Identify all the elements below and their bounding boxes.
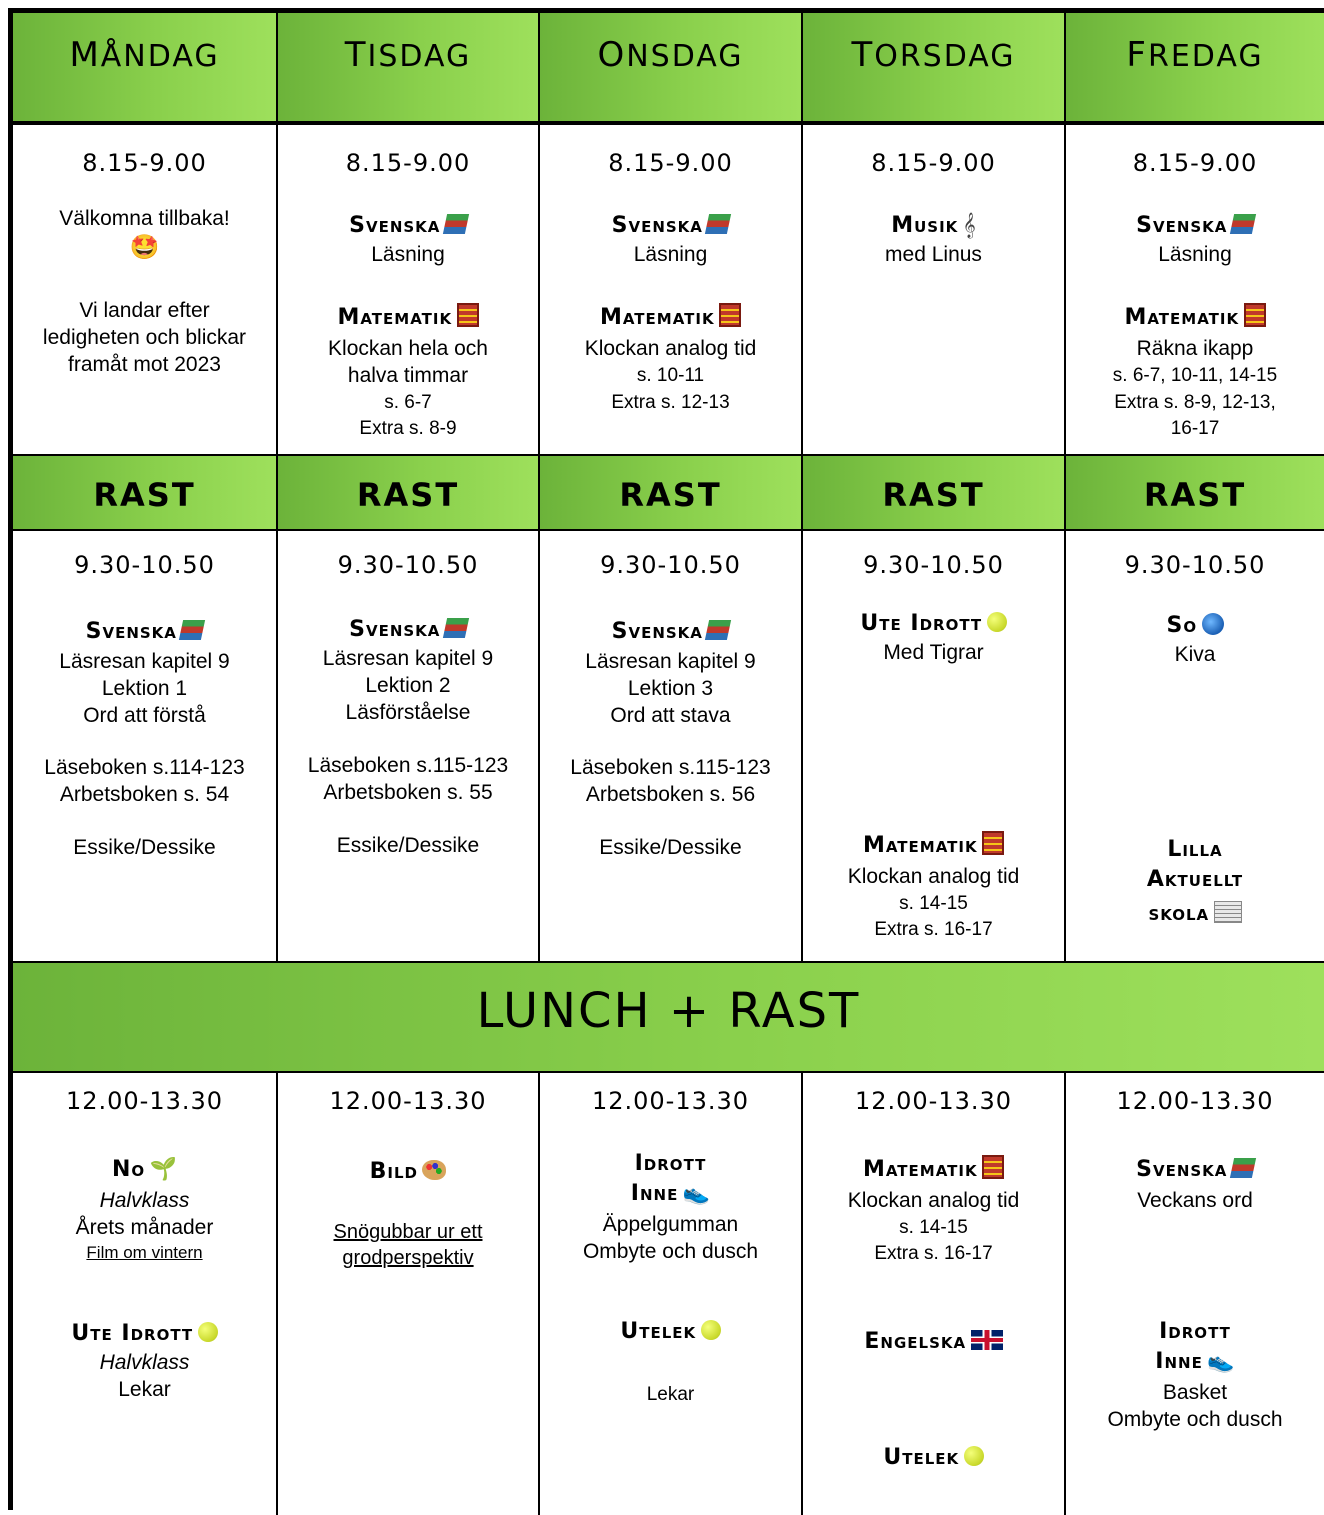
newspaper-icon	[1214, 901, 1242, 923]
lilla-aktuellt-line-2: Aktuellt	[1146, 867, 1244, 892]
line-1: Läsresan kapitel 9	[59, 650, 230, 673]
mon-mid	[13, 531, 278, 963]
subject-detail: Årets månader	[75, 1216, 214, 1239]
math-detail-3: Extra s. 16-17	[874, 919, 993, 940]
subject-inne: Inne	[1155, 1349, 1203, 1374]
math-detail-3: Extra s. 12-13	[611, 392, 730, 413]
subject-detail: Med Tigrar	[883, 641, 984, 664]
bild-link-line-1[interactable]: Snögubbar ur ett	[333, 1221, 483, 1243]
sneaker-icon: 👟	[682, 1180, 711, 1205]
abacus-icon	[982, 1155, 1004, 1179]
subject-svenska: Svenska	[85, 619, 177, 644]
group-label: Halvklass	[99, 1189, 190, 1212]
subject-detail-3: Lekar	[646, 1384, 695, 1405]
welcome-text: Välkomna tillbaka!	[59, 207, 230, 230]
wed-mid	[540, 531, 803, 963]
subject-svenska: Svenska	[349, 213, 441, 238]
math-detail-3: s. 6-7	[384, 392, 432, 413]
abacus-icon	[982, 831, 1004, 855]
abacus-icon	[1244, 303, 1266, 327]
subject-detail: Läsning	[371, 243, 445, 266]
math-detail-1: Klockan analog tid	[847, 865, 1020, 888]
book-2: Arbetsboken s. 55	[323, 781, 493, 804]
tennis-ball-icon	[987, 612, 1007, 632]
book-1: Läseboken s.115-123	[307, 754, 509, 777]
tennis-ball-icon	[964, 1446, 984, 1466]
tennis-ball-icon	[198, 1322, 218, 1342]
extra-activity: Essike/Dessike	[599, 836, 742, 859]
subject-detail-1: Äppelgumman	[602, 1213, 739, 1236]
wed-morning	[540, 125, 803, 456]
math-detail-4: Extra s. 8-9	[359, 418, 457, 439]
day-header-row	[13, 13, 1324, 125]
break-label: RAST	[1066, 456, 1324, 531]
header-thursday: TORSDAG	[803, 13, 1066, 125]
group-label: Halvklass	[99, 1351, 190, 1374]
uk-flag-icon	[971, 1330, 1003, 1350]
break-label: RAST	[278, 456, 540, 531]
subject-matematik: Matematik	[599, 305, 715, 330]
line-1: Läsresan kapitel 9	[585, 650, 756, 673]
subject-engelska: Engelska	[864, 1329, 967, 1354]
subject-detail: med Linus	[885, 243, 982, 266]
books-icon	[179, 620, 205, 640]
book-2: Arbetsboken s. 54	[59, 783, 230, 806]
globe-icon	[1202, 613, 1224, 635]
tue-mid	[278, 531, 540, 963]
subject-ute-idrott: Ute Idrott	[71, 1321, 194, 1346]
books-icon	[705, 214, 731, 234]
math-detail-2: halva timmar	[347, 364, 469, 387]
math-detail-2: s. 10-11	[636, 365, 705, 386]
subject-bild: Bild	[369, 1159, 418, 1184]
header-friday: FREDAG	[1066, 13, 1324, 125]
math-detail-3: Extra s. 16-17	[874, 1243, 993, 1264]
time-label: 12.00-13.30	[854, 1087, 1013, 1115]
subject-ute-idrott: Ute Idrott	[860, 611, 983, 636]
mid-row	[13, 531, 1324, 963]
books-icon	[443, 618, 469, 638]
subject-svenska: Svenska	[611, 619, 703, 644]
subject-detail: Läsning	[1158, 243, 1232, 266]
books-icon	[443, 214, 469, 234]
math-detail-2: s. 14-15	[899, 893, 968, 914]
books-icon	[1230, 1158, 1256, 1178]
lilla-aktuellt-line-3: skola	[1148, 901, 1210, 926]
tue-afternoon	[278, 1073, 540, 1515]
time-label: 8.15-9.00	[1132, 149, 1258, 177]
extra-activity: Essike/Dessike	[336, 834, 480, 857]
subject-detail-2: Ombyte och dusch	[582, 1240, 759, 1263]
books-icon	[705, 620, 731, 640]
morning-row	[13, 125, 1324, 456]
math-detail-1: Klockan analog tid	[847, 1189, 1020, 1212]
break-label: RAST	[540, 456, 803, 531]
line-3: Läsförståelse	[345, 701, 471, 724]
break-row	[13, 456, 1324, 531]
fri-mid	[1066, 531, 1324, 963]
time-label: 9.30-10.50	[600, 551, 741, 579]
subject-matematik: Matematik	[1124, 305, 1240, 330]
time-label: 8.15-9.00	[82, 149, 207, 177]
weekly-schedule	[8, 8, 1324, 1510]
afternoon-row	[13, 1073, 1324, 1515]
subject-detail-3: Ombyte och dusch	[1107, 1408, 1283, 1431]
thu-morning	[803, 125, 1066, 456]
time-label: 12.00-13.30	[329, 1087, 487, 1115]
subject-so: So	[1166, 613, 1198, 638]
subject-svenska: Svenska	[1136, 213, 1228, 238]
book-1: Läseboken s.114-123	[44, 756, 245, 779]
thu-mid	[803, 531, 1066, 963]
seedling-icon: 🌱	[149, 1156, 178, 1181]
tennis-ball-icon	[701, 1320, 721, 1340]
time-label: 12.00-13.30	[65, 1087, 224, 1115]
math-detail-3: Extra s. 8-9, 12-13,	[1114, 392, 1276, 413]
math-detail-4: 16-17	[1170, 418, 1220, 439]
line-1: Läsresan kapitel 9	[322, 647, 494, 670]
header-wednesday: ONSDAG	[540, 13, 803, 125]
break-label: RAST	[803, 456, 1066, 531]
subject-svenska: Svenska	[1136, 1157, 1228, 1182]
time-label: 8.15-9.00	[871, 149, 996, 177]
subject-inne: Inne	[630, 1181, 679, 1206]
subject-matematik: Matematik	[337, 305, 453, 330]
subject-no: No	[111, 1157, 146, 1182]
time-label: 9.30-10.50	[337, 551, 479, 579]
subject-detail: Kiva	[1174, 643, 1216, 666]
math-detail-1: Räkna ikapp	[1136, 337, 1254, 360]
book-2: Arbetsboken s. 56	[585, 783, 756, 806]
books-icon	[1230, 214, 1256, 234]
subject-detail-2: Basket	[1162, 1381, 1228, 1404]
line-3: Ord att förstå	[83, 704, 206, 727]
abacus-icon	[719, 303, 741, 327]
subject-svenska: Svenska	[611, 213, 703, 238]
mon-morning	[13, 125, 278, 456]
star-struck-emoji-icon: 🤩	[129, 234, 160, 261]
lilla-aktuellt-line-1: Lilla	[1167, 837, 1223, 862]
subject-utelek: Utelek	[883, 1445, 960, 1470]
subject-idrott: Idrott	[634, 1151, 707, 1176]
time-label: 9.30-10.50	[74, 551, 215, 579]
tue-morning	[278, 125, 540, 456]
time-label: 8.15-9.00	[345, 149, 471, 177]
book-1: Läseboken s.115-123	[570, 756, 771, 779]
math-detail-2: s. 6-7, 10-11, 14-15	[1112, 365, 1278, 386]
time-label: 12.00-13.30	[1116, 1087, 1274, 1115]
bild-link-line-2[interactable]: grodperspektiv	[342, 1247, 474, 1269]
subject-matematik: Matematik	[862, 833, 978, 858]
palette-icon	[422, 1160, 446, 1180]
header-monday: MÅNDAG	[13, 13, 278, 125]
music-score-icon: 𝄞	[962, 212, 976, 237]
line-2: Lektion 2	[365, 674, 451, 697]
subject-utelek: Utelek	[620, 1319, 697, 1344]
subject-detail: Läsning	[633, 243, 708, 266]
line-2: Lektion 1	[101, 677, 188, 700]
time-label: 12.00-13.30	[591, 1087, 750, 1115]
break-label: RAST	[13, 456, 278, 531]
subject-detail-1: Veckans ord	[1137, 1189, 1253, 1212]
lunch-label: LUNCH + RAST	[476, 983, 861, 1039]
fri-afternoon	[1066, 1073, 1324, 1515]
abacus-icon	[457, 303, 479, 327]
film-link[interactable]: Film om vintern	[86, 1243, 203, 1262]
time-label: 9.30-10.50	[1124, 551, 1266, 579]
math-detail-1: Klockan analog tid	[584, 337, 757, 360]
subject-matematik: Matematik	[862, 1157, 978, 1182]
math-detail-2: s. 14-15	[899, 1217, 968, 1238]
math-detail-1: Klockan hela och	[328, 337, 488, 360]
time-label: 8.15-9.00	[608, 149, 733, 177]
sneaker-icon: 👟	[1207, 1348, 1235, 1373]
mon-afternoon	[13, 1073, 278, 1515]
subject-detail: Lekar	[118, 1378, 171, 1401]
subject-idrott: Idrott	[1159, 1319, 1231, 1344]
wed-afternoon	[540, 1073, 803, 1515]
thu-afternoon	[803, 1073, 1066, 1515]
line-2: Lektion 3	[627, 677, 714, 700]
line-3: Ord att stava	[610, 704, 731, 727]
header-tuesday: TISDAG	[278, 13, 540, 125]
subject-musik: Musik	[891, 213, 959, 238]
lunch-row	[13, 963, 1324, 1073]
extra-activity: Essike/Dessike	[73, 836, 216, 859]
time-label: 9.30-10.50	[863, 551, 1004, 579]
fri-morning	[1066, 125, 1324, 456]
welcome-note: Vi landar efter ledigheten och blickar framåt mot 2023	[42, 299, 247, 376]
subject-svenska: Svenska	[349, 617, 441, 642]
